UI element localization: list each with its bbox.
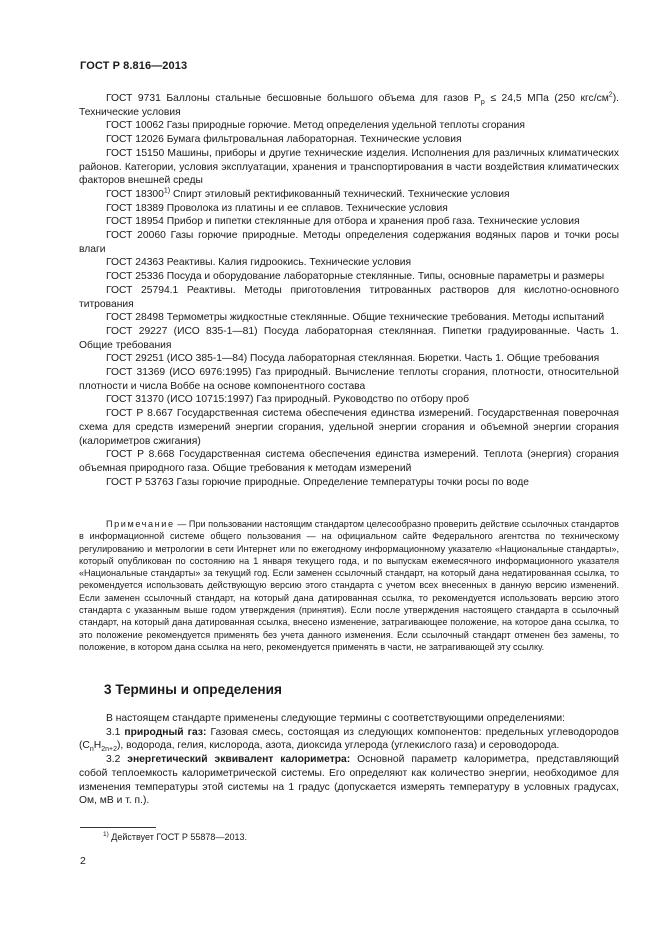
reference-item: ГОСТ 31369 (ИСО 6976:1995) Газ природный. Вычисление теплоты сгорания, плотности, относительной плотности и числа Воббе на основе компонентного состава	[79, 367, 619, 392]
reference-item: ГОСТ 29227 (ИСО 835-1—81) Посуда лабораторная стеклянная. Пипетки градуированные. Часть 1. Общие требования	[79, 325, 619, 351]
reference-item: ГОСТ Р 8.667 Государственная система обеспечения единства измерений. Государственная поверочная схема для средств измерений энергии сгорания, удельной энергии сгорания и объемной энергии сгорания (калориметров сжигания)	[79, 408, 619, 447]
note-block	[79, 518, 619, 653]
reference-item: ГОСТ 25336 Посуда и оборудование лабораторные стеклянные. Типы, основные параметры и размеры	[106, 271, 605, 283]
normative-references-list	[79, 92, 619, 489]
footnote-ref: 1)	[163, 187, 171, 195]
footnote: $^{1)}$ Действует ГОСТ Р 55878—2013.	[103, 831, 247, 842]
section-body	[79, 712, 619, 808]
reference-item: ГОСТ 12026 Бумага фильтровальная лабораторная. Технические условия	[106, 134, 462, 146]
reference-item: ГОСТ Р 53763 Газы горючие природные. Определение температуры точки росы по воде	[106, 476, 530, 488]
reference-item: ГОСТ 24363 Реактивы. Калия гидроокись. Технические условия	[106, 257, 412, 269]
reference-item: ГОСТ 18954 Прибор и пипетки стеклянные для отбора и хранения проб газа. Технические условия	[106, 216, 580, 228]
reference-item: ГОСТ 28498 Термометры жидкостные стеклянные. Общие технические требования. Методы испытаний	[106, 312, 605, 324]
term-name: энергетический эквивалент калориметра:	[127, 754, 351, 766]
term-definition: 3.1 природный газ: Газовая смесь, состоящая из следующих компонентов: предельных углеводородов $(C_nH_{2n+2})$, водорода, гелия, кислорода, азота, диоксида углерода (углекислого газа) и сероводорода.	[79, 726, 619, 754]
reference-item: ГОСТ 31370 (ИСО 10715:1997) Газ природный. Руководство по отбору проб	[106, 394, 469, 406]
footnote-divider	[80, 827, 156, 828]
note-label: Примечание	[106, 519, 175, 529]
reference-item: ГОСТ 10062 Газы природные горючие. Метод определения удельной теплоты сгорания	[106, 120, 525, 132]
note-text: — При пользовании настоящим стандартом целесообразно проверить действие ссылочных стандартов в информационной системе общего пользования — на официальном сайте Федерального агентства по техническому регулированию и метрологии в сети Интернет или по ежегодному информационному указателю «Национальные стандарты», который опубликован по состоянию на 1 января текущего года, и по выпускам ежемесячного информационного указателя «Национальные стандарты» за текущий год. Если заменен ссылочный стандарт, на который дана недатированная ссылка, то рекомендуется использовать действующую версию этого стандарта с учетом всех внесенных в данную версию изменений. Если заменен ссылочный стандарт, на который дана датированная ссылка, то рекомендуется использовать версию этого стандарта с указанным выше годом утверждения (принятия). Если после утверждения настоящего стандарта в ссылочный стандарт, на который дана датированная ссылка, внесено изменение, затрагивающее положение, на которое дана ссылка, то это положение рекомендуется применять без учета данного изменения. Если ссылочный стандарт отменен без замены, то положение, в котором дана ссылка на него, рекомендуется применять в части, не затрагивающей эту ссылку.	[79, 519, 619, 652]
reference-item: ГОСТ 18389 Проволока из платины и ее сплавов. Технические условия	[106, 202, 448, 214]
reference-item: ГОСТ 29251 (ИСО 385-1—84) Посуда лабораторная стеклянная. Бюретки. Часть 1. Общие требования	[106, 353, 600, 365]
term-definition: 3.2 энергетический эквивалент калориметра: Основной параметр калориметра, представляющий собой теплоемкость калориметрической системы. Его определяют как количество энергии, необходимое для изменения температуры этой системы на 1 градус (допускается измерять температуру в условных градусах, Ом, мВ и т. п.).	[79, 754, 619, 807]
page-number: 2	[80, 855, 86, 867]
section-title: 3 Термины и определения	[104, 682, 282, 697]
term-name: природный газ:	[124, 726, 207, 738]
reference-item: ГОСТ 15150 Машины, приборы и другие технические изделия. Исполнения для различных климатических районов. Категории, условия эксплуатации, хранения и транспортирования в части воздействия климатических факторов внешней среды	[79, 147, 619, 187]
reference-item: ГОСТ Р 8.668 Государственная система обеспечения единства измерений. Теплота (энергия) сгорания объемная природного газа. Общие требования к методам измерений	[79, 449, 619, 474]
reference-item: ГОСТ 20060 Газы горючие природные. Методы определения содержания водяных паров и точки росы влаги	[79, 230, 619, 255]
section-intro: В настоящем стандарте применены следующие термины с соответствующими определениями:	[106, 713, 566, 724]
reference-item: ГОСТ 25794.1 Реактивы. Методы приготовления титрованных растворов для кислотно-основного титрования	[79, 284, 619, 310]
document-header: ГОСТ Р 8.816—2013	[80, 60, 188, 72]
reference-item: ГОСТ 9731 Баллоны стальные бесшовные большого объема для газов $P_p \le 24,5$ МПа (250 кгс/$см^2$). Технические условия	[79, 91, 619, 118]
reference-item: ГОСТ 18300$^{1)}$ Спирт этиловый ректификованный технический. Технические условия	[106, 187, 510, 200]
